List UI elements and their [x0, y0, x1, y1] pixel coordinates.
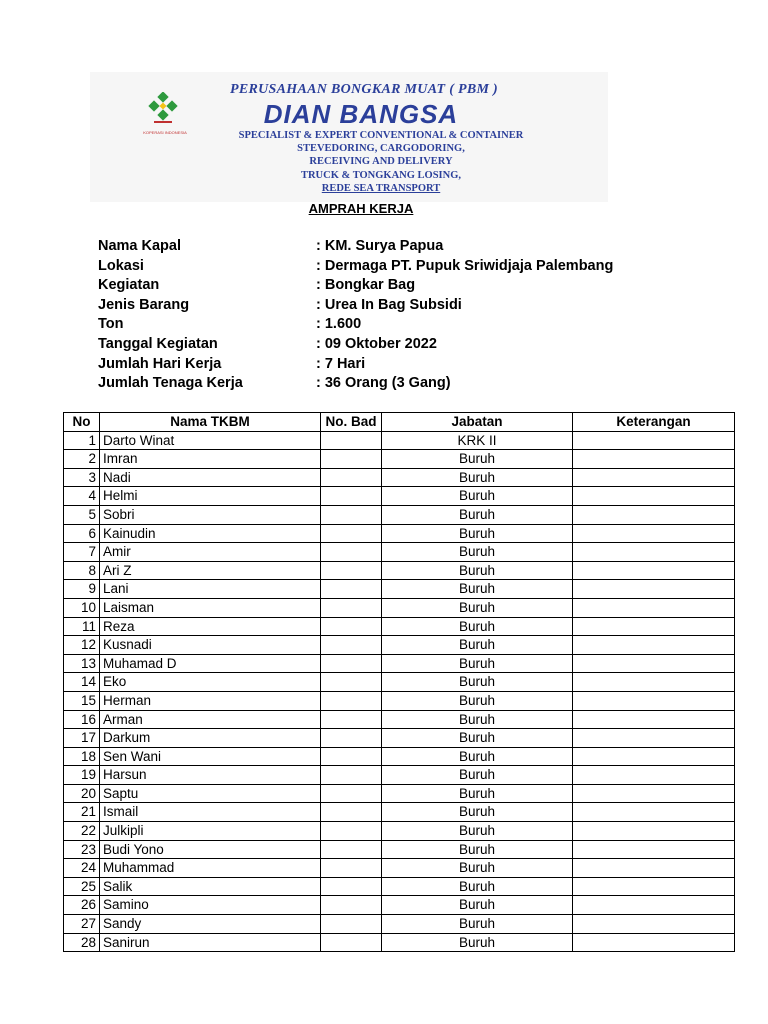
table-row: [64, 468, 735, 487]
cell-bad: [321, 915, 382, 934]
cell-bad: [321, 896, 382, 915]
letterhead-sub1: SPECIALIST & EXPERT CONVENTIONAL & CONTAINER: [238, 130, 524, 141]
cell-bad: [321, 487, 382, 506]
info-value: : KM. Surya Papua: [316, 238, 444, 254]
cell-name: Harsun: [100, 766, 321, 785]
cell-name: Sandy: [100, 915, 321, 934]
cell-jabatan: Buruh: [382, 580, 573, 599]
cell-jabatan: Buruh: [382, 468, 573, 487]
table-row: [64, 877, 735, 896]
cell-jabatan: Buruh: [382, 896, 573, 915]
letterhead-line1: PERUSAHAAN BONGKAR MUAT ( PBM ): [230, 82, 498, 97]
cell-no: 1: [64, 431, 100, 450]
cell-bad: [321, 450, 382, 469]
cell-no: 20: [64, 784, 100, 803]
cell-no: 5: [64, 505, 100, 524]
cell-keterangan: [573, 524, 735, 543]
table-body: [64, 431, 735, 952]
cell-bad: [321, 468, 382, 487]
cell-keterangan: [573, 673, 735, 692]
info-label: Nama Kapal: [98, 238, 182, 254]
info-value: : 7 Hari: [316, 355, 366, 372]
header-name: Nama TKBM: [100, 413, 321, 432]
cell-bad: [321, 877, 382, 896]
cell-name: Ismail: [100, 803, 321, 822]
cell-bad: [321, 784, 382, 803]
cell-jabatan: Buruh: [382, 803, 573, 822]
table-row: [64, 636, 735, 655]
cell-bad: [321, 747, 382, 766]
header-bad: No. Bad: [321, 413, 382, 432]
cell-bad: [321, 505, 382, 524]
cell-bad: [321, 822, 382, 841]
info-value: : Dermaga PT. Pupuk Sriwidjaja Palembang: [316, 257, 614, 274]
cell-no: 14: [64, 673, 100, 692]
cell-no: 6: [64, 524, 100, 543]
table-row: [64, 766, 735, 785]
cell-name: Sobri: [100, 505, 321, 524]
cell-bad: [321, 561, 382, 580]
cell-name: Nadi: [100, 468, 321, 487]
cell-jabatan: Buruh: [382, 877, 573, 896]
cell-no: 13: [64, 654, 100, 673]
table-row: [64, 896, 735, 915]
cell-bad: [321, 803, 382, 822]
cell-keterangan: [573, 561, 735, 580]
cell-name: Julkipli: [100, 822, 321, 841]
info-value: : Bongkar Bag: [316, 277, 416, 294]
info-label: Jumlah Tenaga Kerja: [98, 375, 243, 392]
cell-no: 22: [64, 822, 100, 841]
cell-bad: [321, 580, 382, 599]
cell-name: Darkum: [100, 729, 321, 748]
cell-jabatan: Buruh: [382, 766, 573, 785]
worker-table: [63, 412, 735, 952]
cell-name: Kainudin: [100, 524, 321, 543]
table-row: [64, 654, 735, 673]
info-label: Lokasi: [98, 257, 144, 274]
cell-bad: [321, 636, 382, 655]
cell-no: 21: [64, 803, 100, 822]
cell-keterangan: [573, 877, 735, 896]
cell-keterangan: [573, 822, 735, 841]
cell-keterangan: [573, 766, 735, 785]
info-label: Tanggal Kegiatan: [98, 335, 218, 352]
table-row: [64, 617, 735, 636]
cell-keterangan: [573, 803, 735, 822]
cell-jabatan: Buruh: [382, 710, 573, 729]
info-value: : 09 Oktober 2022: [316, 335, 437, 352]
cell-no: 19: [64, 766, 100, 785]
cell-jabatan: Buruh: [382, 505, 573, 524]
cell-keterangan: [573, 691, 735, 710]
cell-bad: [321, 524, 382, 543]
cell-keterangan: [573, 654, 735, 673]
cell-jabatan: Buruh: [382, 487, 573, 506]
cell-no: 25: [64, 877, 100, 896]
cell-jabatan: Buruh: [382, 784, 573, 803]
cell-jabatan: Buruh: [382, 598, 573, 617]
table-row: [64, 710, 735, 729]
cell-name: Salik: [100, 877, 321, 896]
letterhead-sub2: STEVEDORING, CARGODORING,: [297, 143, 465, 154]
cell-jabatan: Buruh: [382, 543, 573, 562]
cell-jabatan: KRK II: [382, 431, 573, 450]
cell-no: 28: [64, 933, 100, 952]
cell-keterangan: [573, 915, 735, 934]
cell-name: Helmi: [100, 487, 321, 506]
table-row: [64, 431, 735, 450]
letterhead-sub4: TRUCK & TONGKANG LOSING,: [300, 170, 462, 181]
table-row: [64, 840, 735, 859]
cell-no: 16: [64, 710, 100, 729]
cell-bad: [321, 729, 382, 748]
info-label: Kegiatan: [98, 277, 160, 294]
cell-jabatan: Buruh: [382, 915, 573, 934]
table-header-row: [64, 413, 735, 432]
cell-no: 2: [64, 450, 100, 469]
cell-no: 11: [64, 617, 100, 636]
info-label: Jumlah Hari Kerja: [98, 355, 222, 372]
cell-bad: [321, 598, 382, 617]
cell-no: 10: [64, 598, 100, 617]
info-label: Ton: [98, 316, 124, 333]
cell-bad: [321, 691, 382, 710]
cell-name: Reza: [100, 617, 321, 636]
cell-name: Herman: [100, 691, 321, 710]
cell-bad: [321, 617, 382, 636]
cell-keterangan: [573, 747, 735, 766]
cell-no: 24: [64, 859, 100, 878]
cell-name: Muhammad: [100, 859, 321, 878]
table-row: [64, 933, 735, 952]
info-value: : 1.600: [316, 316, 362, 333]
cell-jabatan: Buruh: [382, 524, 573, 543]
table-row: [64, 673, 735, 692]
cell-bad: [321, 840, 382, 859]
cell-bad: [321, 933, 382, 952]
cell-no: 4: [64, 487, 100, 506]
cell-name: Kusnadi: [100, 636, 321, 655]
cell-name: Eko: [100, 673, 321, 692]
table-row: [64, 729, 735, 748]
cell-jabatan: Buruh: [382, 617, 573, 636]
cell-keterangan: [573, 450, 735, 469]
logo-caption: KOPERASI INDONESIA: [143, 130, 187, 135]
cell-keterangan: [573, 617, 735, 636]
cell-bad: [321, 710, 382, 729]
cell-jabatan: Buruh: [382, 561, 573, 580]
cell-no: 3: [64, 468, 100, 487]
cell-keterangan: [573, 896, 735, 915]
info-value: : Urea In Bag Subsidi: [316, 296, 462, 313]
cell-no: 23: [64, 840, 100, 859]
letterhead-sub5: REDE SEA TRANSPORT: [321, 183, 441, 194]
cell-name: Saptu: [100, 784, 321, 803]
cell-no: 9: [64, 580, 100, 599]
table-row: [64, 543, 735, 562]
cell-no: 17: [64, 729, 100, 748]
cell-keterangan: [573, 431, 735, 450]
cell-bad: [321, 859, 382, 878]
company-name: DIAN BANGSA: [263, 99, 459, 129]
cell-jabatan: Buruh: [382, 636, 573, 655]
header-keterangan: Keterangan: [573, 413, 735, 432]
table-row: [64, 822, 735, 841]
cell-jabatan: Buruh: [382, 450, 573, 469]
cell-keterangan: [573, 487, 735, 506]
cell-jabatan: Buruh: [382, 691, 573, 710]
cell-jabatan: Buruh: [382, 859, 573, 878]
cell-jabatan: Buruh: [382, 933, 573, 952]
cell-keterangan: [573, 543, 735, 562]
cell-jabatan: Buruh: [382, 673, 573, 692]
cell-name: Arman: [100, 710, 321, 729]
cell-no: 26: [64, 896, 100, 915]
table-row: [64, 524, 735, 543]
cell-name: Imran: [100, 450, 321, 469]
cell-keterangan: [573, 636, 735, 655]
cell-name: Budi Yono: [100, 840, 321, 859]
header-no: No: [64, 413, 100, 432]
cell-bad: [321, 766, 382, 785]
cell-keterangan: [573, 580, 735, 599]
cell-no: 12: [64, 636, 100, 655]
table-row: [64, 691, 735, 710]
cell-bad: [321, 654, 382, 673]
table-row: [64, 450, 735, 469]
table-row: [64, 580, 735, 599]
cell-jabatan: Buruh: [382, 840, 573, 859]
table-row: [64, 915, 735, 934]
cell-name: Darto Winat: [100, 431, 321, 450]
letterhead-sub3: RECEIVING AND DELIVERY: [309, 156, 453, 167]
info-value: : 36 Orang (3 Gang): [316, 375, 451, 392]
table-row: [64, 487, 735, 506]
table-row: [64, 784, 735, 803]
cell-jabatan: Buruh: [382, 747, 573, 766]
table-row: [64, 505, 735, 524]
cell-keterangan: [573, 598, 735, 617]
cell-bad: [321, 543, 382, 562]
cell-no: 18: [64, 747, 100, 766]
cell-no: 27: [64, 915, 100, 934]
info-label: Jenis Barang: [98, 296, 190, 313]
cell-name: Lani: [100, 580, 321, 599]
cell-jabatan: Buruh: [382, 729, 573, 748]
cell-bad: [321, 673, 382, 692]
cell-no: 8: [64, 561, 100, 580]
cell-keterangan: [573, 840, 735, 859]
cell-name: Muhamad D: [100, 654, 321, 673]
table-row: [64, 803, 735, 822]
document-title: AMPRAH KERJA: [308, 201, 414, 216]
table-row: [64, 598, 735, 617]
cell-name: Sen Wani: [100, 747, 321, 766]
cell-keterangan: [573, 468, 735, 487]
cell-name: Ari Z: [100, 561, 321, 580]
cell-keterangan: [573, 710, 735, 729]
cell-keterangan: [573, 784, 735, 803]
cell-name: Sanirun: [100, 933, 321, 952]
cell-jabatan: Buruh: [382, 654, 573, 673]
cell-name: Samino: [100, 896, 321, 915]
table-row: [64, 747, 735, 766]
letterhead: [90, 72, 608, 202]
header-jabatan: Jabatan: [382, 413, 573, 432]
cell-bad: [321, 431, 382, 450]
table-row: [64, 561, 735, 580]
cell-jabatan: Buruh: [382, 822, 573, 841]
table-row: [64, 859, 735, 878]
cell-keterangan: [573, 505, 735, 524]
cell-name: Amir: [100, 543, 321, 562]
cell-no: 15: [64, 691, 100, 710]
cell-keterangan: [573, 859, 735, 878]
cell-keterangan: [573, 729, 735, 748]
cell-no: 7: [64, 543, 100, 562]
cell-name: Laisman: [100, 598, 321, 617]
cell-keterangan: [573, 933, 735, 952]
